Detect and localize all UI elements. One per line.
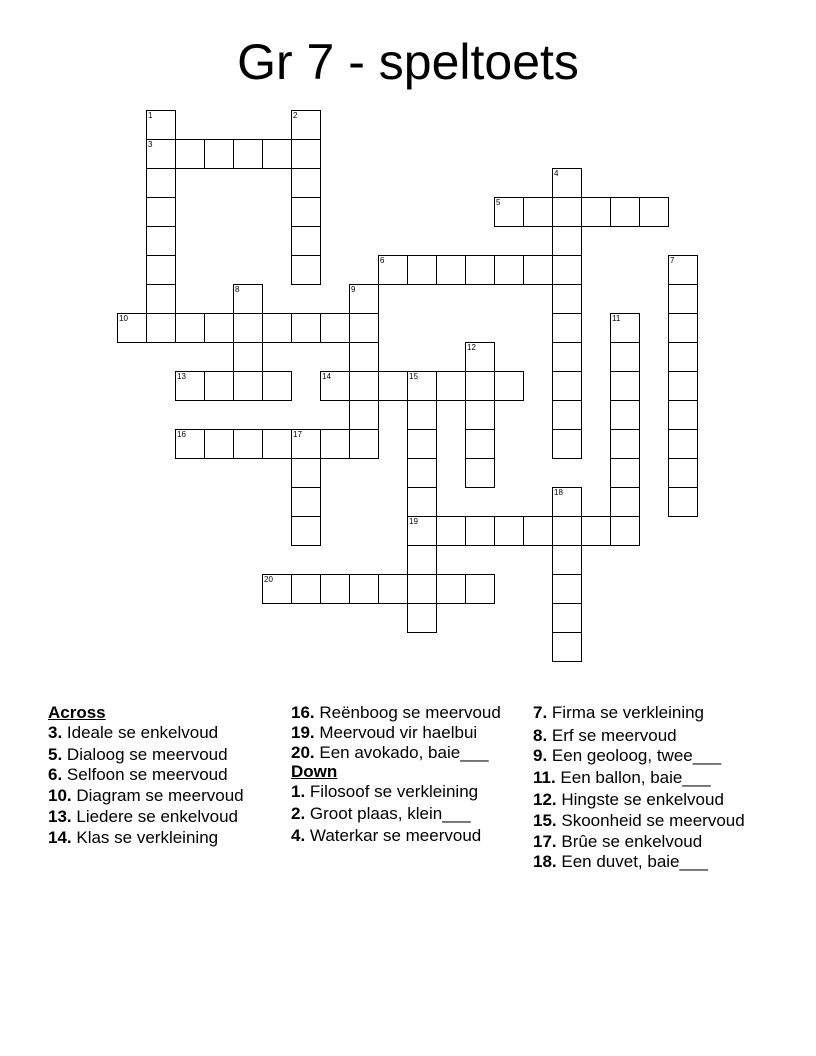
grid-cell[interactable] (233, 139, 263, 169)
grid-cell[interactable] (349, 371, 379, 401)
grid-cell[interactable] (610, 516, 640, 546)
grid-cell[interactable] (146, 313, 176, 343)
clue-number: 11 (612, 314, 621, 323)
grid-cell[interactable] (378, 255, 408, 285)
grid-cell[interactable] (146, 139, 176, 169)
grid-cell[interactable] (233, 429, 263, 459)
down-heading: Down (291, 762, 338, 782)
grid-cell[interactable] (291, 110, 321, 140)
clue-across-14: 14. Klas se verkleining (48, 827, 219, 847)
grid-cell[interactable] (320, 371, 350, 401)
clue-across-20: 20. Een avokado, baie___ (291, 742, 489, 762)
grid-cell[interactable] (291, 197, 321, 227)
grid-cell[interactable] (407, 458, 437, 488)
grid-cell[interactable] (552, 574, 582, 604)
grid-cell[interactable] (146, 284, 176, 314)
page-title: Gr 7 - speltoets (237, 34, 579, 90)
clue-down-2: 2. Groot plaas, klein___ (291, 803, 471, 823)
grid-cell[interactable] (668, 371, 698, 401)
clue-down-11: 11. Een ballon, baie___ (533, 768, 711, 788)
grid-cell[interactable] (407, 545, 437, 575)
grid-cell[interactable] (407, 516, 437, 546)
grid-cell[interactable] (146, 226, 176, 256)
grid-cell[interactable] (639, 197, 669, 227)
clue-column-1 (48, 703, 288, 848)
grid-cell[interactable] (291, 313, 321, 343)
grid-cell[interactable] (175, 429, 205, 459)
grid-cell[interactable] (262, 139, 292, 169)
grid-cell[interactable] (175, 313, 205, 343)
clue-down-1: 1. Filosoof se verkleining (291, 782, 479, 802)
grid-cell[interactable] (552, 371, 582, 401)
clue-across-10: 10. Diagram se meervoud (48, 786, 244, 806)
grid-cell[interactable] (552, 226, 582, 256)
across-heading: Across (48, 703, 106, 722)
clue-number: 5 (496, 198, 501, 207)
grid-cell[interactable] (233, 371, 263, 401)
grid-cell[interactable] (233, 313, 263, 343)
grid-cell[interactable] (291, 574, 321, 604)
clue-number: 1 (148, 111, 153, 120)
grid-cell[interactable] (204, 371, 234, 401)
grid-cell[interactable] (349, 400, 379, 430)
clue-number: 10 (119, 314, 128, 323)
clue-column-3 (533, 703, 773, 871)
grid-cell[interactable] (349, 429, 379, 459)
clue-down-15: 15. Skoonheid se meervoud (533, 810, 745, 830)
clue-across-16: 16. Reënboog se meervoud (291, 703, 501, 722)
grid-cell[interactable] (407, 574, 437, 604)
clue-down-7: 7. Firma se verkleining (533, 703, 705, 722)
grid-cell[interactable] (610, 342, 640, 372)
grid-cell[interactable] (262, 574, 292, 604)
grid-cell[interactable] (552, 342, 582, 372)
grid-cell[interactable] (552, 516, 582, 546)
grid-cell[interactable] (320, 574, 350, 604)
grid-cell[interactable] (436, 516, 466, 546)
grid-cell[interactable] (204, 429, 234, 459)
grid-cell[interactable] (320, 313, 350, 343)
grid-cell[interactable] (204, 139, 234, 169)
grid-cell[interactable] (291, 139, 321, 169)
grid-cell[interactable] (349, 284, 379, 314)
clue-across-6: 6. Selfoon se meervoud (48, 765, 228, 785)
grid-cell[interactable] (610, 487, 640, 517)
clue-down-8: 8. Erf se meervoud (533, 725, 677, 745)
grid-cell[interactable] (117, 313, 147, 343)
grid-cell[interactable] (610, 371, 640, 401)
grid-cell[interactable] (204, 313, 234, 343)
clue-number: 14 (322, 372, 331, 381)
clue-number: 13 (177, 372, 186, 381)
grid-cell[interactable] (523, 197, 553, 227)
grid-cell[interactable] (291, 429, 321, 459)
clue-across-13: 13. Liedere se enkelvoud (48, 806, 238, 826)
grid-cell[interactable] (552, 313, 582, 343)
grid-cell[interactable] (668, 313, 698, 343)
grid-cell[interactable] (668, 458, 698, 488)
clue-down-17: 17. Brûe se enkelvoud (533, 831, 703, 851)
grid-cell[interactable] (552, 197, 582, 227)
grid-cell[interactable] (349, 313, 379, 343)
grid-cell[interactable] (436, 574, 466, 604)
grid-cell[interactable] (175, 371, 205, 401)
grid-cell[interactable] (494, 371, 524, 401)
grid-cell[interactable] (233, 284, 263, 314)
grid-cell[interactable] (291, 458, 321, 488)
grid-cell[interactable] (436, 371, 466, 401)
clue-number: 12 (467, 343, 476, 352)
clue-number: 16 (177, 430, 186, 439)
grid-cell[interactable] (552, 487, 582, 517)
grid-cell[interactable] (552, 255, 582, 285)
grid-cell[interactable] (407, 400, 437, 430)
grid-cell[interactable] (552, 429, 582, 459)
grid-cell[interactable] (378, 574, 408, 604)
grid-cell[interactable] (407, 487, 437, 517)
grid-cell[interactable] (291, 487, 321, 517)
clue-column-2 (291, 703, 531, 846)
grid-cell[interactable] (668, 284, 698, 314)
grid-cell[interactable] (668, 255, 698, 285)
clue-number: 20 (264, 575, 273, 584)
grid-cell[interactable] (552, 632, 582, 662)
grid-cell[interactable] (552, 603, 582, 633)
grid-cell[interactable] (291, 226, 321, 256)
grid-cell[interactable] (436, 255, 466, 285)
grid-cell[interactable] (494, 197, 524, 227)
clue-across-5: 5. Dialoog se meervoud (48, 744, 228, 764)
clue-number: 18 (554, 488, 563, 497)
clue-number: 6 (380, 256, 385, 265)
grid-cell[interactable] (465, 400, 495, 430)
grid-cell[interactable] (494, 255, 524, 285)
grid-cell[interactable] (262, 371, 292, 401)
grid-cell[interactable] (175, 139, 205, 169)
grid-cell[interactable] (349, 574, 379, 604)
clue-number: 9 (351, 285, 356, 294)
clue-number: 15 (409, 372, 418, 381)
grid-cell[interactable] (233, 342, 263, 372)
clue-number: 7 (670, 256, 675, 265)
grid-cell[interactable] (668, 487, 698, 517)
grid-cell[interactable] (581, 197, 611, 227)
clue-number: 3 (148, 140, 153, 149)
grid-cell[interactable] (465, 342, 495, 372)
grid-cell[interactable] (291, 168, 321, 198)
grid-cell[interactable] (320, 429, 350, 459)
grid-cell[interactable] (610, 400, 640, 430)
grid-cell[interactable] (407, 371, 437, 401)
grid-cell[interactable] (465, 371, 495, 401)
grid-cell[interactable] (610, 429, 640, 459)
grid-cell[interactable] (349, 342, 379, 372)
grid-cell[interactable] (407, 603, 437, 633)
grid-cell[interactable] (610, 197, 640, 227)
grid-cell[interactable] (668, 400, 698, 430)
grid-cell[interactable] (552, 545, 582, 575)
clue-number: 17 (293, 430, 302, 439)
clue-number: 4 (554, 169, 559, 178)
grid-cell[interactable] (465, 458, 495, 488)
grid-cell[interactable] (465, 429, 495, 459)
clue-down-12: 12. Hingste se enkelvoud (533, 790, 724, 810)
grid-cell[interactable] (610, 313, 640, 343)
grid-cell[interactable] (668, 429, 698, 459)
clue-number: 19 (409, 517, 418, 526)
grid-cell[interactable] (146, 110, 176, 140)
grid-cell[interactable] (291, 255, 321, 285)
grid-cell[interactable] (465, 255, 495, 285)
clue-down-9: 9. Een geoloog, twee___ (533, 745, 722, 765)
grid-cell[interactable] (146, 255, 176, 285)
grid-cell[interactable] (552, 400, 582, 430)
grid-cell[interactable] (465, 516, 495, 546)
grid-cell[interactable] (146, 168, 176, 198)
grid-cell[interactable] (610, 458, 640, 488)
grid-cell[interactable] (552, 168, 582, 198)
grid-cell[interactable] (465, 574, 495, 604)
grid-cell[interactable] (494, 516, 524, 546)
grid-cell[interactable] (262, 429, 292, 459)
clue-number: 8 (235, 285, 240, 294)
grid-cell[interactable] (668, 342, 698, 372)
grid-cell[interactable] (407, 255, 437, 285)
clue-down-4: 4. Waterkar se meervoud (291, 825, 482, 845)
grid-cell[interactable] (146, 197, 176, 227)
grid-cell[interactable] (407, 429, 437, 459)
clue-down-18: 18. Een duvet, baie___ (533, 851, 708, 871)
grid-cell[interactable] (378, 371, 408, 401)
clue-across-19: 19. Meervoud vir haelbui (291, 722, 478, 742)
grid-cell[interactable] (552, 284, 582, 314)
grid-cell[interactable] (523, 255, 553, 285)
grid-cell[interactable] (291, 516, 321, 546)
grid-cell[interactable] (581, 516, 611, 546)
grid-cell[interactable] (523, 516, 553, 546)
grid-cell[interactable] (262, 313, 292, 343)
clue-across-3: 3. Ideale se enkelvoud (48, 722, 219, 742)
clue-number: 2 (293, 111, 298, 120)
